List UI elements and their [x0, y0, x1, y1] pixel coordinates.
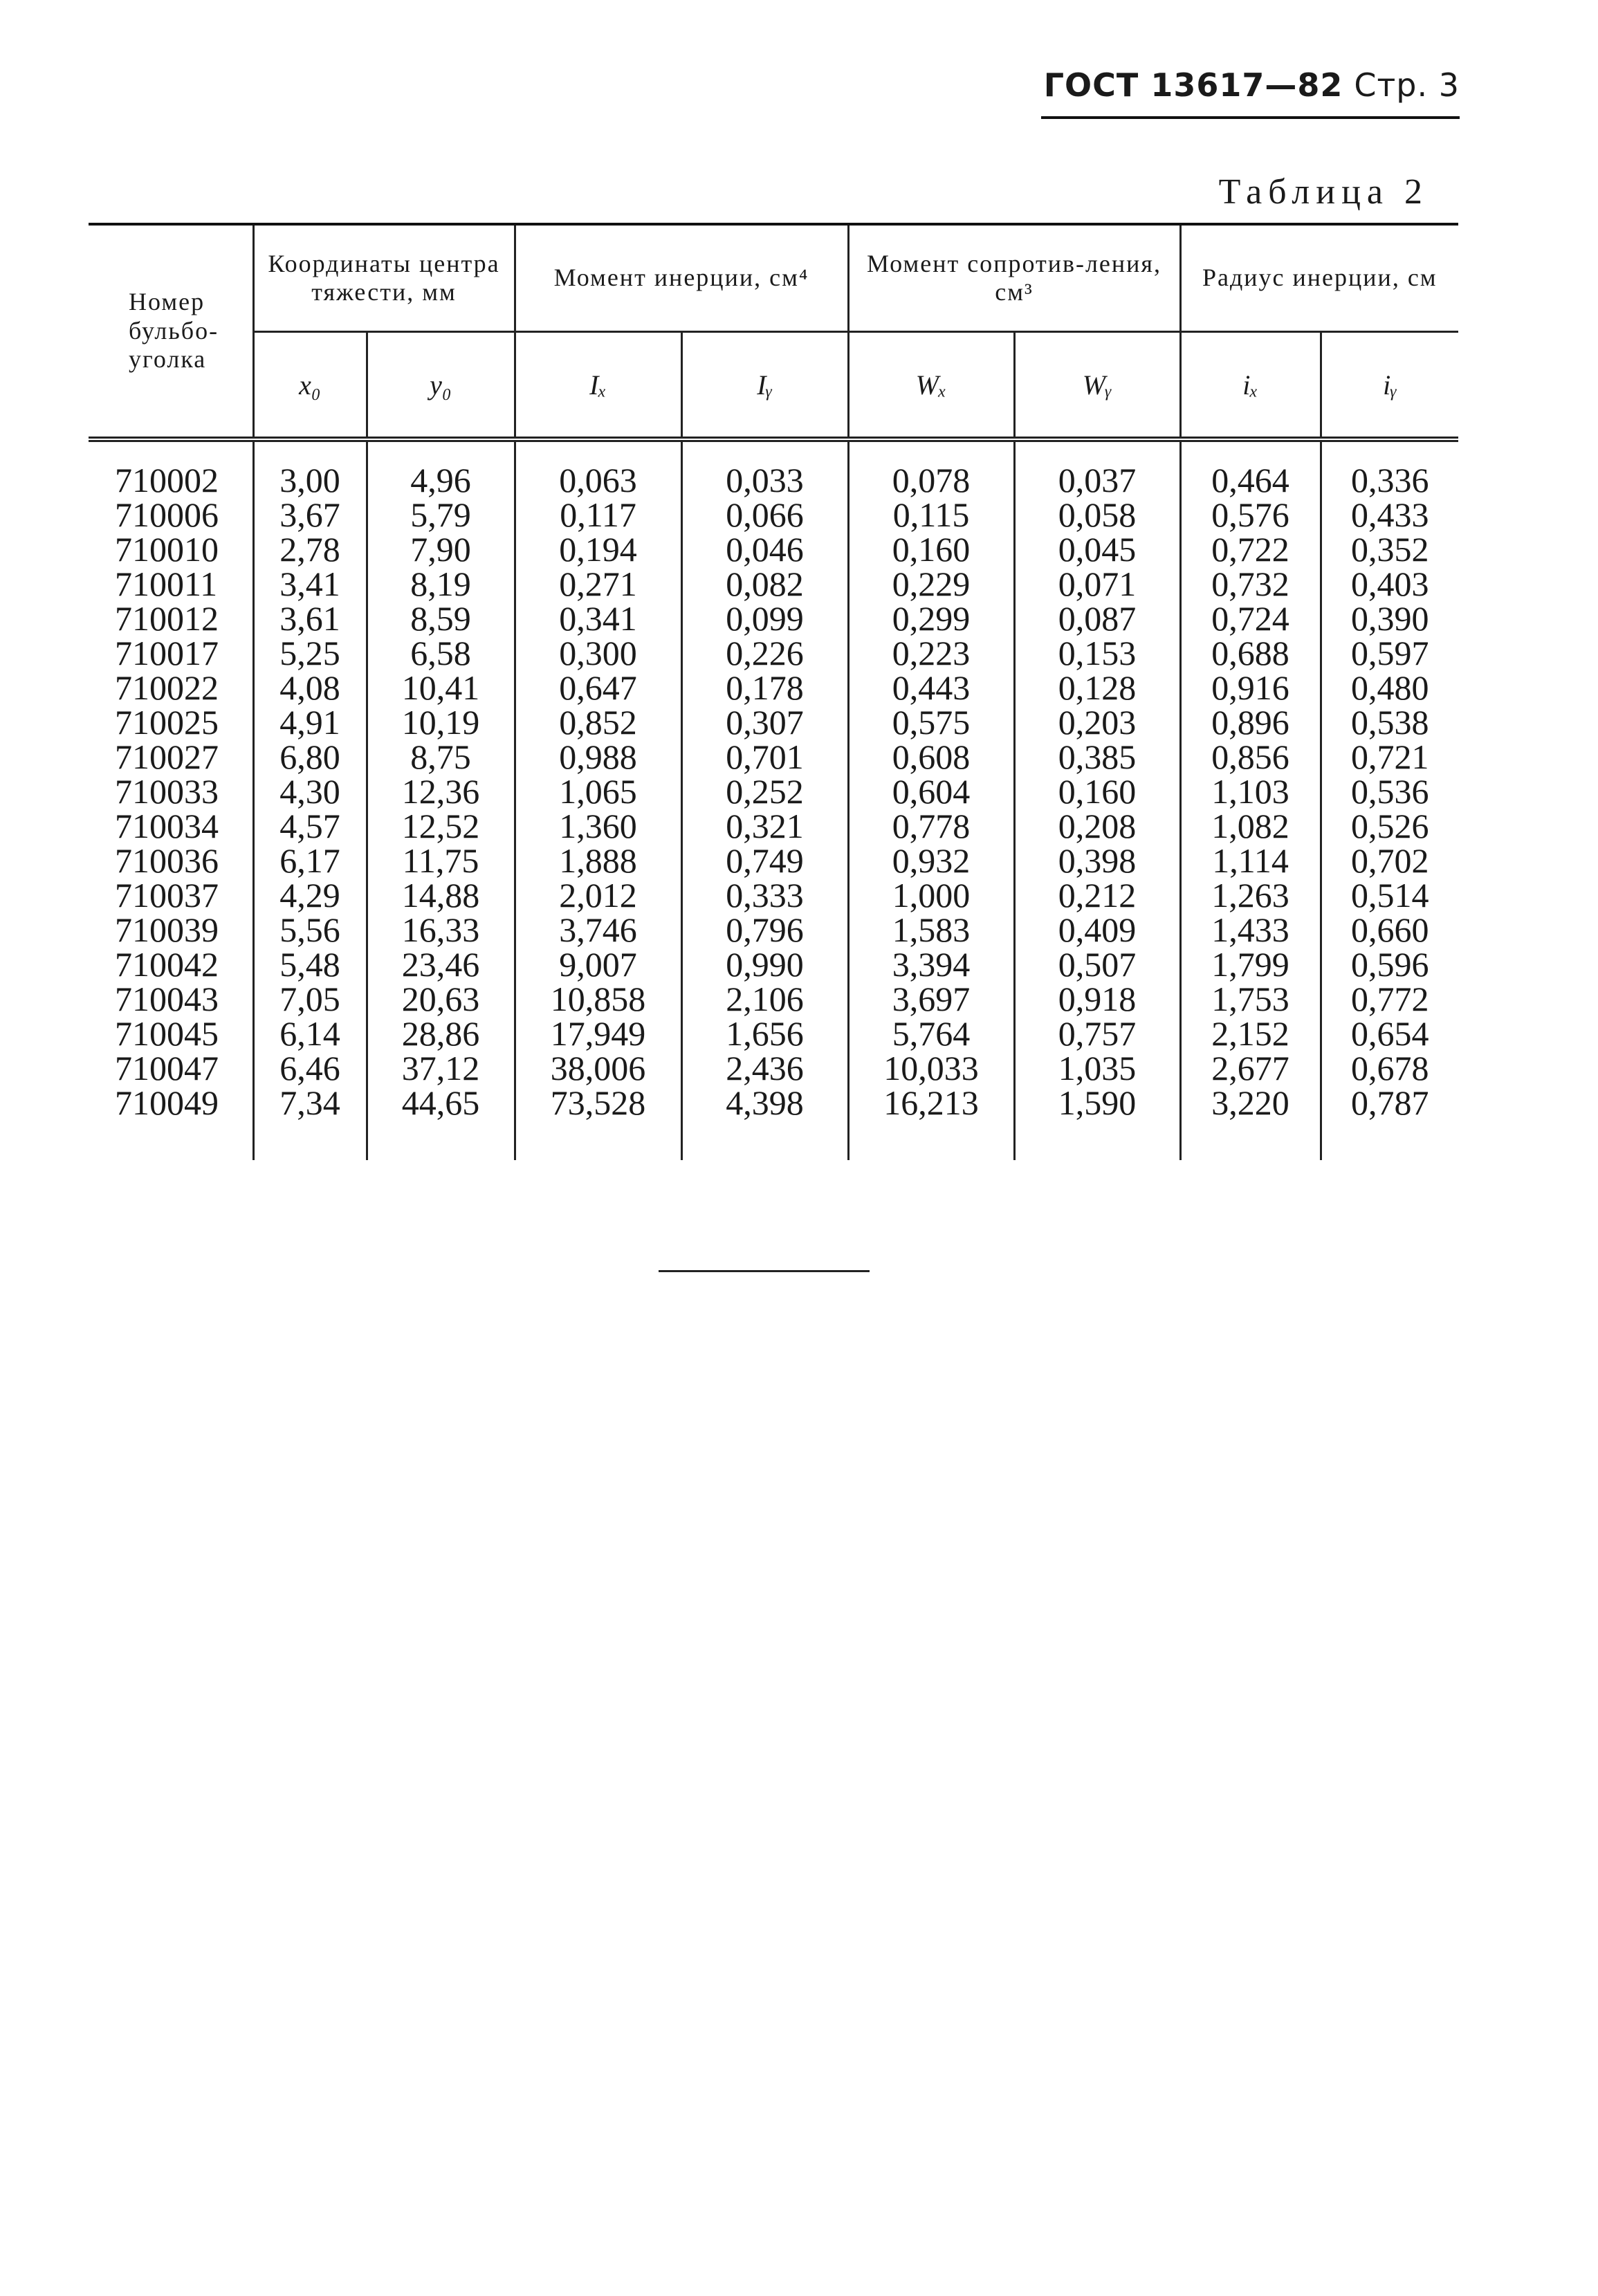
cell-Ix: 9,007 [515, 947, 681, 982]
cell-x0: 6,14 [253, 1016, 367, 1051]
cell-ix: 1,433 [1180, 912, 1321, 947]
cell-y0: 44,65 [367, 1085, 515, 1120]
cell-x0: 4,57 [253, 809, 367, 843]
cell-Wx: 0,932 [848, 843, 1014, 878]
cell-ix: 1,263 [1180, 878, 1321, 912]
cell-bulb-angle-number: 710034 [115, 807, 219, 845]
cell-x0: 2,78 [253, 532, 367, 567]
cell-y0: 14,88 [367, 878, 515, 912]
cell-Wy: 0,071 [1014, 567, 1180, 601]
cell-iy: 0,536 [1321, 774, 1458, 809]
cell-Iy: 0,990 [681, 947, 848, 982]
spacer-cell [681, 1120, 848, 1160]
cell-iy: 0,433 [1321, 497, 1458, 532]
spacer-cell [681, 439, 848, 463]
column-header-ix: iₓ [1180, 332, 1321, 440]
group-header-radius-of-gyration: Радиус инерции, см [1180, 224, 1458, 332]
cell-ix: 0,896 [1180, 705, 1321, 740]
cell-Ix: 38,006 [515, 1051, 681, 1085]
cell-iy: 0,480 [1321, 670, 1458, 705]
cell-ix: 0,856 [1180, 740, 1321, 774]
cell-Ix: 0,063 [515, 463, 681, 497]
cell-iy: 0,660 [1321, 912, 1458, 947]
table-row [89, 878, 1458, 912]
cell-Wx: 0,575 [848, 705, 1014, 740]
cell-Iy: 1,656 [681, 1016, 848, 1051]
cell-bulb-angle-number: 710027 [115, 737, 219, 776]
cell-Ix: 0,194 [515, 532, 681, 567]
cell-ix: 1,103 [1180, 774, 1321, 809]
cell-bulb-angle-number: 710036 [115, 841, 219, 880]
cell-Wx: 0,608 [848, 740, 1014, 774]
spacer-cell [367, 1120, 515, 1160]
cell-Ix: 0,852 [515, 705, 681, 740]
cell-bulb-angle-number: 710045 [115, 1014, 219, 1053]
header-rule [1041, 116, 1460, 119]
table-row [89, 705, 1458, 740]
spacer-row [89, 439, 1458, 463]
cell-Ix: 0,988 [515, 740, 681, 774]
cell-ix: 1,082 [1180, 809, 1321, 843]
cell-y0: 16,33 [367, 912, 515, 947]
properties-table [89, 223, 1458, 1160]
cell-Wy: 0,385 [1014, 740, 1180, 774]
cell-ix: 0,722 [1180, 532, 1321, 567]
cell-ix: 3,220 [1180, 1085, 1321, 1120]
cell-y0: 4,96 [367, 463, 515, 497]
cell-iy: 0,702 [1321, 843, 1458, 878]
column-header-iy: iᵧ [1321, 332, 1458, 440]
cell-Ix: 3,746 [515, 912, 681, 947]
cell-iy: 0,772 [1321, 982, 1458, 1016]
cell-Ix: 17,949 [515, 1016, 681, 1051]
cell-Wx: 1,583 [848, 912, 1014, 947]
cell-ix: 1,753 [1180, 982, 1321, 1016]
cell-Ix: 1,065 [515, 774, 681, 809]
cell-Wx: 0,223 [848, 636, 1014, 670]
cell-x0: 6,46 [253, 1051, 367, 1085]
cell-iy: 0,403 [1321, 567, 1458, 601]
cell-y0: 20,63 [367, 982, 515, 1016]
cell-Wx: 3,697 [848, 982, 1014, 1016]
spacer-cell [848, 439, 1014, 463]
cell-y0: 10,19 [367, 705, 515, 740]
cell-Ix: 0,647 [515, 670, 681, 705]
spacer-cell [515, 439, 681, 463]
cell-bulb-angle-number: 710037 [115, 876, 219, 915]
cell-iy: 0,787 [1321, 1085, 1458, 1120]
cell-y0: 11,75 [367, 843, 515, 878]
cell-Wx: 5,764 [848, 1016, 1014, 1051]
cell-Wy: 0,153 [1014, 636, 1180, 670]
cell-ix: 0,724 [1180, 601, 1321, 636]
cell-y0: 10,41 [367, 670, 515, 705]
spacer-cell [1180, 439, 1321, 463]
cell-Wx: 1,000 [848, 878, 1014, 912]
cell-iy: 0,514 [1321, 878, 1458, 912]
cell-Ix: 0,300 [515, 636, 681, 670]
cell-Iy: 0,178 [681, 670, 848, 705]
cell-x0: 4,30 [253, 774, 367, 809]
cell-x0: 7,34 [253, 1085, 367, 1120]
cell-Ix: 10,858 [515, 982, 681, 1016]
cell-y0: 12,52 [367, 809, 515, 843]
cell-Wy: 0,757 [1014, 1016, 1180, 1051]
cell-iy: 0,538 [1321, 705, 1458, 740]
cell-y0: 8,59 [367, 601, 515, 636]
spacer-cell [515, 1120, 681, 1160]
cell-Wy: 0,507 [1014, 947, 1180, 982]
standard-number: ГОСТ 13617—82 [1043, 66, 1343, 104]
cell-Iy: 2,436 [681, 1051, 848, 1085]
cell-Ix: 73,528 [515, 1085, 681, 1120]
cell-Wx: 10,033 [848, 1051, 1014, 1085]
cell-Iy: 0,046 [681, 532, 848, 567]
cell-x0: 5,48 [253, 947, 367, 982]
column-header-Wy: Wᵧ [1014, 332, 1180, 440]
cell-y0: 28,86 [367, 1016, 515, 1051]
cell-x0: 4,08 [253, 670, 367, 705]
cell-bulb-angle-number: 710017 [115, 634, 219, 672]
column-header-x0: x₀ [253, 332, 367, 440]
cell-iy: 0,596 [1321, 947, 1458, 982]
column-header-y0: y₀ [367, 332, 515, 440]
cell-bulb-angle-number: 710033 [115, 772, 219, 811]
cell-Iy: 0,252 [681, 774, 848, 809]
cell-Wy: 0,918 [1014, 982, 1180, 1016]
cell-x0: 6,17 [253, 843, 367, 878]
cell-Iy: 0,082 [681, 567, 848, 601]
cell-Wy: 0,212 [1014, 878, 1180, 912]
cell-x0: 5,56 [253, 912, 367, 947]
spacer-cell [1321, 1120, 1458, 1160]
cell-bulb-angle-number: 710011 [115, 564, 218, 603]
table-row [89, 982, 1458, 1016]
cell-iy: 0,336 [1321, 463, 1458, 497]
table-row [89, 740, 1458, 774]
table-row [89, 947, 1458, 982]
cell-y0: 12,36 [367, 774, 515, 809]
cell-y0: 8,19 [367, 567, 515, 601]
cell-y0: 8,75 [367, 740, 515, 774]
cell-Wy: 0,398 [1014, 843, 1180, 878]
cell-iy: 0,526 [1321, 809, 1458, 843]
cell-x0: 3,61 [253, 601, 367, 636]
cell-Wx: 0,604 [848, 774, 1014, 809]
cell-ix: 0,576 [1180, 497, 1321, 532]
cell-Wy: 0,160 [1014, 774, 1180, 809]
cell-Wx: 0,160 [848, 532, 1014, 567]
column-header-Ix: Iₓ [515, 332, 681, 440]
cell-bulb-angle-number: 710006 [115, 495, 219, 534]
cell-Wy: 0,203 [1014, 705, 1180, 740]
cell-Wx: 0,229 [848, 567, 1014, 601]
cell-Wy: 0,409 [1014, 912, 1180, 947]
cell-x0: 6,80 [253, 740, 367, 774]
cell-Wy: 0,045 [1014, 532, 1180, 567]
cell-iy: 0,654 [1321, 1016, 1458, 1051]
table-caption: Таблица 2 [1218, 172, 1429, 212]
cell-bulb-angle-number: 710042 [115, 945, 219, 984]
end-rule [659, 1270, 870, 1272]
page-header [1044, 66, 1460, 104]
cell-x0: 3,41 [253, 567, 367, 601]
cell-Wy: 0,037 [1014, 463, 1180, 497]
table-body [89, 439, 1458, 1160]
cell-x0: 3,00 [253, 463, 367, 497]
cell-Iy: 4,398 [681, 1085, 848, 1120]
table-row [89, 774, 1458, 809]
cell-ix: 0,916 [1180, 670, 1321, 705]
table-row [89, 601, 1458, 636]
cell-ix: 2,152 [1180, 1016, 1321, 1051]
group-header-coordinates: Координаты центра тяжести, мм [253, 224, 515, 332]
cell-Iy: 0,701 [681, 740, 848, 774]
cell-bulb-angle-number: 710043 [115, 980, 219, 1018]
spacer-cell [848, 1120, 1014, 1160]
cell-x0: 3,67 [253, 497, 367, 532]
column-header-Wx: Wₓ [848, 332, 1014, 440]
cell-Wy: 0,128 [1014, 670, 1180, 705]
cell-bulb-angle-number: 710039 [115, 910, 219, 949]
column-header-Iy: Iᵧ [681, 332, 848, 440]
cell-ix: 2,677 [1180, 1051, 1321, 1085]
table-row [89, 809, 1458, 843]
cell-x0: 5,25 [253, 636, 367, 670]
cell-Wy: 0,058 [1014, 497, 1180, 532]
cell-Iy: 0,321 [681, 809, 848, 843]
cell-iy: 0,390 [1321, 601, 1458, 636]
cell-y0: 37,12 [367, 1051, 515, 1085]
group-header-moment-of-inertia: Момент инерции, см⁴ [515, 224, 848, 332]
cell-Wx: 0,115 [848, 497, 1014, 532]
cell-iy: 0,721 [1321, 740, 1458, 774]
cell-ix: 1,799 [1180, 947, 1321, 982]
cell-Wy: 0,087 [1014, 601, 1180, 636]
table-row [89, 670, 1458, 705]
cell-bulb-angle-number: 710047 [115, 1049, 219, 1087]
cell-Iy: 2,106 [681, 982, 848, 1016]
spacer-cell [253, 439, 367, 463]
cell-Wx: 3,394 [848, 947, 1014, 982]
table-row [89, 497, 1458, 532]
table-row [89, 463, 1458, 497]
table-row [89, 843, 1458, 878]
cell-ix: 0,464 [1180, 463, 1321, 497]
cell-Wx: 0,443 [848, 670, 1014, 705]
cell-Wx: 0,078 [848, 463, 1014, 497]
cell-ix: 0,732 [1180, 567, 1321, 601]
cell-Ix: 2,012 [515, 878, 681, 912]
cell-Iy: 0,749 [681, 843, 848, 878]
cell-Ix: 0,117 [515, 497, 681, 532]
cell-bulb-angle-number: 710012 [115, 599, 219, 638]
cell-Ix: 1,888 [515, 843, 681, 878]
spacer-cell [1180, 1120, 1321, 1160]
cell-ix: 1,114 [1180, 843, 1321, 878]
table-row [89, 567, 1458, 601]
spacer-cell [1014, 439, 1180, 463]
cell-bulb-angle-number: 710002 [115, 461, 219, 499]
cell-Iy: 0,066 [681, 497, 848, 532]
cell-Wx: 16,213 [848, 1085, 1014, 1120]
cell-Iy: 0,226 [681, 636, 848, 670]
cell-Iy: 0,099 [681, 601, 848, 636]
cell-iy: 0,352 [1321, 532, 1458, 567]
cell-y0: 23,46 [367, 947, 515, 982]
spacer-row [89, 1120, 1458, 1160]
cell-Iy: 0,796 [681, 912, 848, 947]
row-header-cell [89, 224, 253, 439]
spacer-cell [89, 439, 253, 463]
table-row [89, 1085, 1458, 1120]
cell-bulb-angle-number: 710049 [115, 1083, 219, 1122]
cell-x0: 4,91 [253, 705, 367, 740]
cell-Wx: 0,299 [848, 601, 1014, 636]
table-row [89, 1051, 1458, 1085]
cell-iy: 0,597 [1321, 636, 1458, 670]
cell-Iy: 0,307 [681, 705, 848, 740]
row-header-label: Номер бульбо-уголка [129, 288, 219, 374]
table-row [89, 532, 1458, 567]
cell-Iy: 0,033 [681, 463, 848, 497]
cell-Wy: 1,590 [1014, 1085, 1180, 1120]
cell-x0: 4,29 [253, 878, 367, 912]
cell-x0: 7,05 [253, 982, 367, 1016]
cell-Ix: 0,341 [515, 601, 681, 636]
cell-y0: 5,79 [367, 497, 515, 532]
cell-Wy: 0,208 [1014, 809, 1180, 843]
cell-y0: 6,58 [367, 636, 515, 670]
cell-Wy: 1,035 [1014, 1051, 1180, 1085]
table-row [89, 912, 1458, 947]
spacer-cell [1014, 1120, 1180, 1160]
cell-bulb-angle-number: 710010 [115, 530, 219, 569]
cell-Ix: 0,271 [515, 567, 681, 601]
cell-bulb-angle-number: 710025 [115, 703, 219, 742]
spacer-cell [253, 1120, 367, 1160]
group-header-section-modulus: Момент сопротив-ления, см³ [848, 224, 1180, 332]
cell-iy: 0,678 [1321, 1051, 1458, 1085]
cell-Iy: 0,333 [681, 878, 848, 912]
spacer-cell [89, 1120, 253, 1160]
spacer-cell [367, 439, 515, 463]
cell-ix: 0,688 [1180, 636, 1321, 670]
spacer-cell [1321, 439, 1458, 463]
table-row [89, 636, 1458, 670]
cell-Wx: 0,778 [848, 809, 1014, 843]
table-row [89, 1016, 1458, 1051]
cell-y0: 7,90 [367, 532, 515, 567]
cell-bulb-angle-number: 710022 [115, 668, 219, 707]
page-number: Стр. 3 [1354, 66, 1460, 104]
cell-Ix: 1,360 [515, 809, 681, 843]
